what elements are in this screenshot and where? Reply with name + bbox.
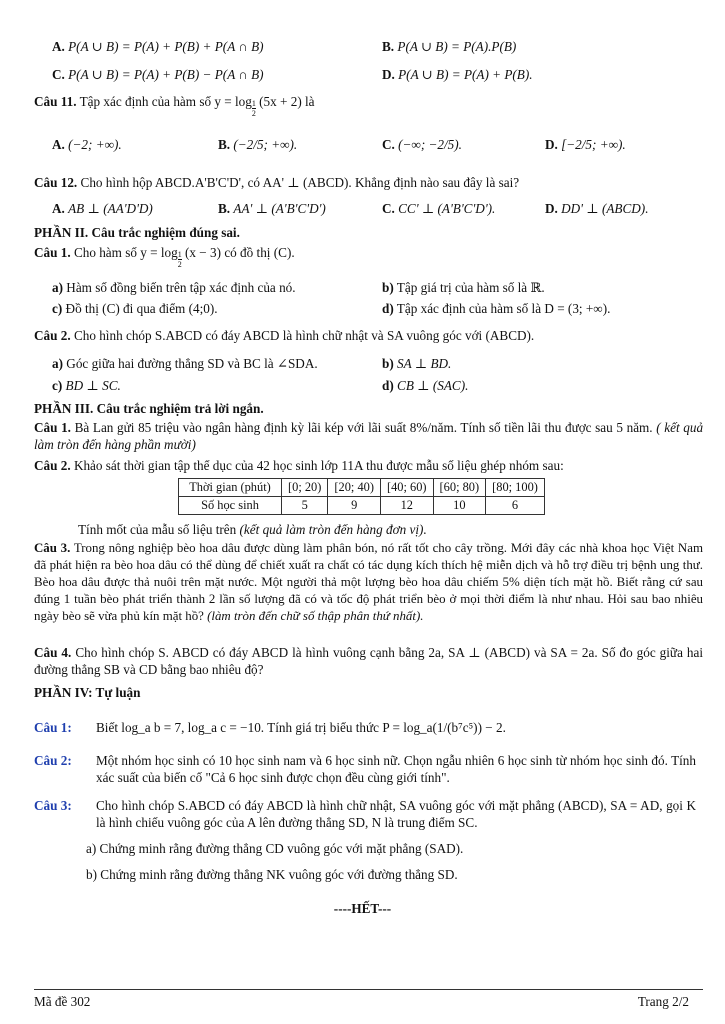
part2-title: PHẦN II. Câu trắc nghiệm đúng sai.: [34, 225, 240, 240]
part3-q2-question: Tính mốt của mẫu số liệu trên (kết quả làm tròn đến hàng đơn vị).: [78, 522, 427, 537]
q11-log-base: $\frac{1}{2}$: [251, 99, 256, 118]
part4-q1-text: Biết log_a b = 7, log_a c = −10. Tính giá trị biểu thức P = log_a(1/(b⁷c⁵)) − 2.: [96, 720, 506, 735]
part4-q3-label: Câu 3:: [34, 798, 72, 813]
footer-divider: [34, 989, 703, 990]
exam-code: Mã đề 302: [34, 994, 91, 1009]
table-cell: 10: [433, 497, 486, 515]
q12-stem: Câu 12. Cho hình hộp ABCD.A'B'C'D', có AA' ⊥ (ABCD). Khẳng định nào sau đây là sai?: [34, 175, 520, 190]
table-cell: [0; 20): [282, 479, 328, 497]
part2-q1-stem: Câu 1. Cho hàm số y = log $\frac{1}{2}$ (x − 3) có đồ thị (C).: [34, 245, 295, 269]
page-number: Trang 2/2: [637, 994, 689, 1009]
table-cell: [80; 100): [486, 479, 545, 497]
table-row: [179, 479, 545, 497]
part2-q1-a: a) Hàm số đồng biến trên tập xác định của nó.: [52, 280, 296, 295]
q10-option-b: B. P(A ∪ B) = P(A).P(B): [382, 39, 517, 54]
part3-q2-stem: Câu 2. Khảo sát thời gian tập thể dục của 42 học sinh lớp 11A thu được mẫu số liệu ghép nhóm sau:: [34, 458, 564, 473]
q10-option-c: C. P(A ∪ B) = P(A) + P(B) − P(A ∩ B): [52, 67, 264, 82]
table-cell: 5: [282, 497, 328, 515]
q11-option-d: D. [−2/5; +∞).: [545, 137, 626, 152]
q11-option-c: C. (−∞; −2/5).: [382, 137, 462, 152]
part4-q3-text: Cho hình chóp S.ABCD có đáy ABCD là hình chữ nhật, SA vuông góc với mặt phẳng (ABCD), SA = AD, gọi K là hình chiếu vuông góc của A lên đường thẳng SD, N là trung điểm SC.: [96, 798, 696, 831]
part3-q1: Câu 1. Bà Lan gửi 85 triệu vào ngân hàng định kỳ lãi kép với lãi suất 8%/năm. Tính số tiền lãi thu được sau 5 năm. ( kết quả làm tròn đến hàng phần mười): [34, 420, 704, 453]
table-cell: [60; 80): [433, 479, 486, 497]
q11-option-a: A. (−2; +∞).: [52, 137, 122, 152]
part2-q2-a: a) Góc giữa hai đường thẳng SD và BC là ∠SDA.: [52, 356, 318, 371]
q10-option-d: D. P(A ∪ B) = P(A) + P(B).: [382, 67, 533, 82]
table-cell: [40; 60): [380, 479, 433, 497]
part2-q2-stem: Câu 2. Cho hình chóp S.ABCD có đáy ABCD là hình chữ nhật và SA vuông góc với (ABCD).: [34, 328, 535, 343]
q10-option-a: A. P(A ∪ B) = P(A) + P(B) + P(A ∩ B): [52, 39, 264, 54]
table-cell: 6: [486, 497, 545, 515]
end-marker: ----HẾT---: [333, 901, 392, 916]
part3-q4: Câu 4. Cho hình chóp S. ABCD có đáy ABCD là hình vuông cạnh bằng 2a, SA ⊥ (ABCD) và SA = 2a. Số đo góc giữa hai đường thẳng SB và CD bằng bao nhiêu độ?: [34, 645, 704, 678]
part4-q3-a: a) Chứng minh rằng đường thẳng CD vuông góc với mặt phẳng (SAD).: [86, 841, 464, 856]
part4-q1-label: Câu 1:: [34, 720, 72, 735]
part2-q2-c: c) BD ⊥ SC.: [52, 378, 121, 393]
part3-q3: Câu 3. Trong nông nghiệp bèo hoa dâu được dùng làm phân bón, nó rất tốt cho cây trồng. Mới đây các nhà khoa học Việt Nam đã phát hiện ra bèo hoa dâu có thể dùng để chiết xuất ra chất có tác dụng kích thích hệ miễn dịch và hỗ trợ điều trị bệnh ung thư. Bèo hoa dâu được thả nuôi trên mặt nước. Một người thả một lượng bèo hoa dâu chiếm 5% diện tích mặt hồ. Biết rằng cứ sau đúng 1 tuần bèo phát triển thành 2 lần số lượng đã có và tốc độ phát triển bèo ở mọi thời điểm là như nhau. Hỏi sau bao nhiêu ngày bèo sẽ vừa phủ kín mặt hồ? (làm tròn đến chữ số thập phân thứ nhất).: [34, 541, 703, 624]
q12-option-c: C. CC' ⊥ (A'B'C'D').: [382, 201, 496, 216]
frequency-table: [178, 478, 545, 515]
table-cell: 12: [380, 497, 433, 515]
part2-q1-d: d) Tập xác định của hàm số là D = (3; +∞).: [382, 301, 611, 316]
part3-title: PHẦN III. Câu trắc nghiệm trả lời ngắn.: [34, 401, 264, 416]
part2-q1-c: c) Đồ thị (C) đi qua điểm (4;0).: [52, 301, 218, 316]
q12-option-a: A. AB ⊥ (AA'D'D): [52, 201, 153, 216]
part4-title: PHẦN IV: Tự luận: [34, 685, 141, 700]
table-cell: [20; 40): [328, 479, 381, 497]
q10-option-d-text: P(A ∪ B) = P(A) + P(B).: [398, 67, 533, 82]
part2-q2-d: d) CB ⊥ (SAC).: [382, 378, 469, 393]
part2-q1-log-base: $\frac{1}{2}$: [177, 250, 182, 269]
q12-option-b: B. AA' ⊥ (A'B'C'D'): [218, 201, 326, 216]
table-cell: Số học sinh: [179, 497, 282, 515]
part2-q1-b: b) Tập giá trị của hàm số là ℝ.: [382, 280, 545, 295]
part4-q3-b: b) Chứng minh rằng đường thẳng NK vuông góc với đường thẳng SD.: [86, 867, 458, 882]
q10-option-c-text: P(A ∪ B) = P(A) + P(B) − P(A ∩ B): [68, 67, 264, 82]
part4-q2-text: Một nhóm học sinh có 10 học sinh nam và 6 học sinh nữ. Chọn ngẫu nhiên 6 học sinh từ nhóm học sinh đó. Tính xác suất của biến cố "Cả 6 học sinh được chọn đều cùng giới tính".: [96, 753, 696, 786]
q10-option-a-text: P(A ∪ B) = P(A) + P(B) + P(A ∩ B): [68, 39, 264, 54]
part2-q2-b: b) SA ⊥ BD.: [382, 356, 452, 371]
q11-option-b: B. (−2/5; +∞).: [218, 137, 298, 152]
part4-q2-label: Câu 2:: [34, 753, 72, 768]
table-cell: 9: [328, 497, 381, 515]
q12-option-d: D. DD' ⊥ (ABCD).: [545, 201, 649, 216]
q10-option-b-text: P(A ∪ B) = P(A).P(B): [397, 39, 517, 54]
q11-stem: Câu 11. Tập xác định của hàm số y = log $\frac{1}{2}$ (5x + 2) là: [34, 94, 315, 118]
table-cell: Thời gian (phút): [179, 479, 282, 497]
table-row: [179, 497, 545, 515]
